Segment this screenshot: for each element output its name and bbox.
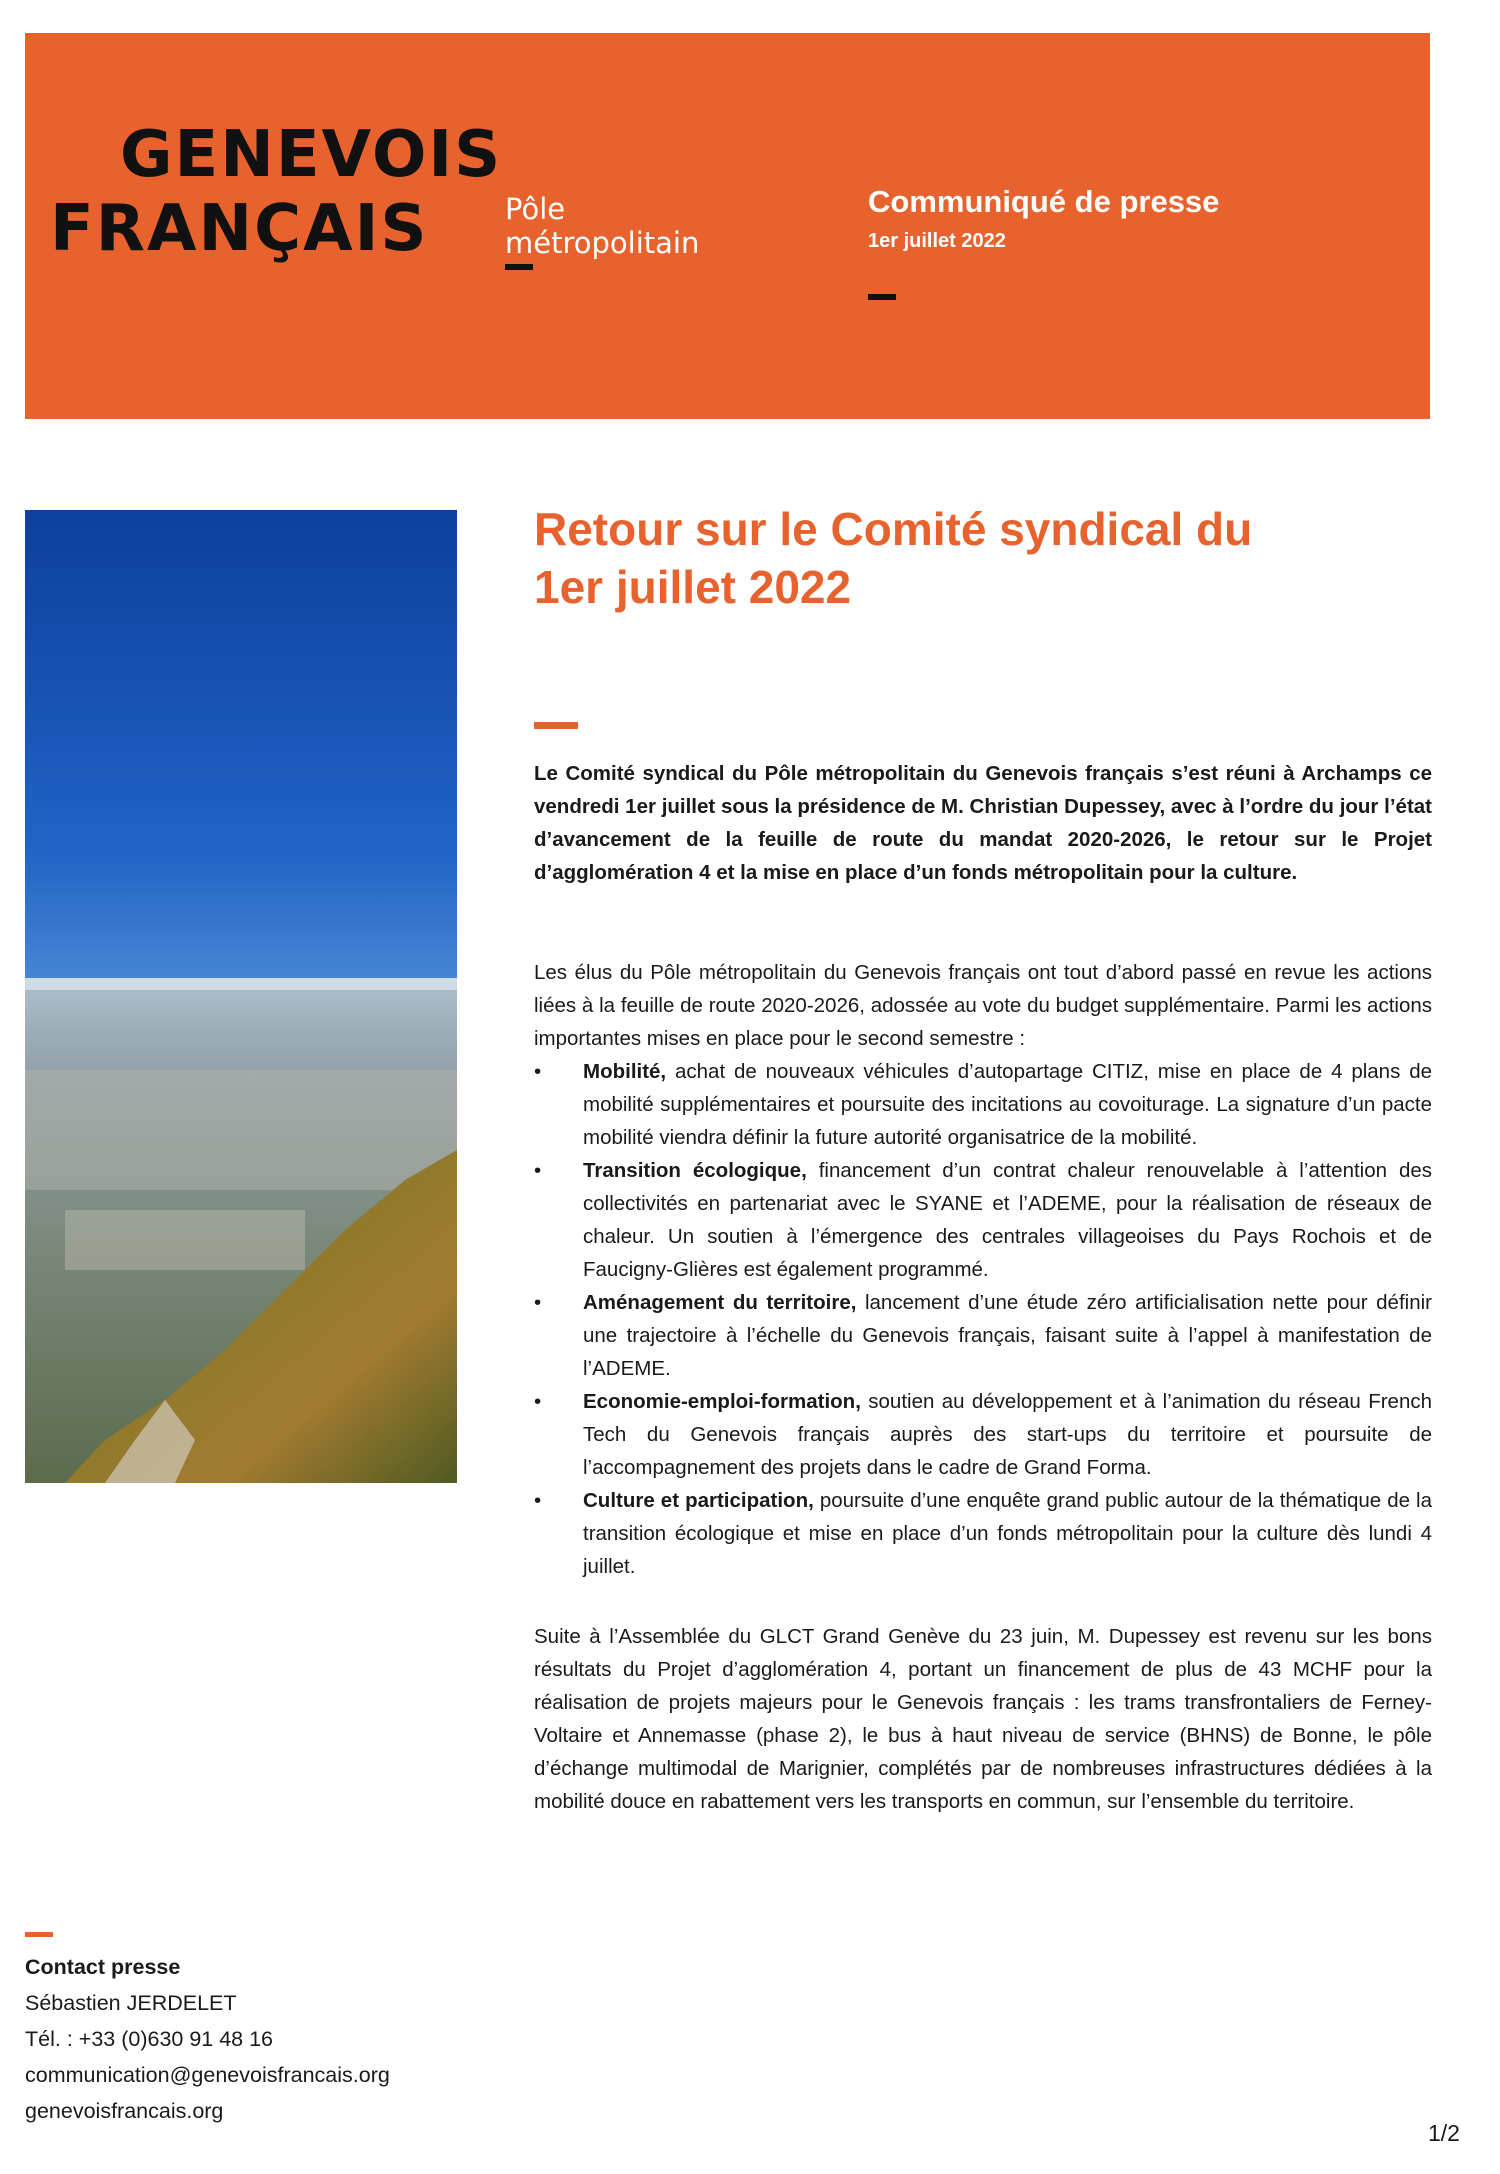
- logo-subtitle: [505, 192, 699, 260]
- list-item: [534, 1286, 1432, 1385]
- bullet-marker: •: [534, 1060, 542, 1083]
- contact-email[interactable]: communication@genevoisfrancais.org: [25, 2063, 390, 2087]
- list-item-label: Transition écologique,: [583, 1159, 807, 1182]
- list-item-label: Economie-emploi-formation,: [583, 1390, 861, 1413]
- article-title: [534, 500, 1434, 616]
- list-item-text: poursuite d’une enquête grand public autour de la thématique de la transition écologique et mise en place d’un fonds métropolitain pour la culture dès lundi 4 juillet.: [583, 1489, 1433, 1578]
- intro-paragraph: Les élus du Pôle métropolitain du Genevois français ont tout d’abord passé en revue les actions liées à la feuille de route 2020-2026, adossée au vote du budget supplémentaire. Parmi les actions importantes mises en place pour le second semestre :: [534, 961, 1432, 1050]
- contact-website[interactable]: genevoisfrancais.org: [25, 2099, 224, 2123]
- logo-line-1: GENEVOIS: [120, 118, 503, 192]
- action-list: [534, 1055, 1432, 1583]
- article-body: [534, 956, 1432, 1583]
- bullet-marker: •: [534, 1291, 542, 1314]
- bullet-marker: •: [534, 1159, 542, 1182]
- list-item-label: Aménagement du territoire,: [583, 1291, 857, 1314]
- logo-dash: [505, 264, 533, 270]
- logo-subtitle-line-2: métropolitain: [505, 226, 700, 260]
- press-date: 1er juillet 2022: [868, 230, 1006, 252]
- bullet-marker: •: [534, 1390, 542, 1413]
- list-item-text: achat de nouveaux véhicules d’autopartage CITIZ, mise en place de 4 plans de mobilité supplémentaires et poursuite des incitations au covoiturage. La signature d’un pacte mobilité viendra définir la future autorité organisatrice de la mobilité.: [583, 1060, 1432, 1149]
- bullet-marker: •: [534, 1489, 542, 1512]
- contact-dash: [25, 1932, 53, 1937]
- title-dash: [534, 722, 578, 729]
- landscape-photo: [25, 510, 457, 1483]
- press-contact: [25, 1949, 390, 2129]
- list-item-text: financement d’un contrat chaleur renouvelable à l’attention des collectivités en partenariat avec le SYANE et l’ADEME, pour la réalisation de réseaux de chaleur. Un soutien à l’émergence des centrales villageoises du Pays Rochois et de Faucigny-Glières est également programmé.: [583, 1159, 1433, 1281]
- list-item-text: soutien au développement et à l’animation du réseau French Tech du Genevois français auprès des start-ups du territoire et poursuite de l’accompagnement des projets dans le cadre de Grand Forma.: [583, 1390, 1432, 1479]
- list-item: [534, 1484, 1432, 1583]
- press-title: Communiqué de presse: [868, 184, 1220, 219]
- list-item: [534, 1154, 1432, 1286]
- press-info: [868, 184, 1219, 253]
- contact-title: Contact presse: [25, 1955, 181, 1979]
- paragraph-two: Suite à l’Assemblée du GLCT Grand Genève du 23 juin, M. Dupessey est revenu sur les bons résultats du Projet d’agglomération 4, portant un financement de plus de 43 MCHF pour la réalisation de projets majeurs pour le Genevois français : les trams transfrontaliers de Ferney-Voltaire et Annemasse (phase 2), le bus à haut niveau de service (BHNS) de Bonne, le pôle d’échange multimodal de Marignier, complétés par de nombreuses infrastructures dédiées à la mobilité douce en rabattement vers les transports en commun, sur l’ensemble du territoire.: [534, 1625, 1432, 1813]
- list-item: [534, 1055, 1432, 1154]
- contact-phone: Tél. : +33 (0)630 91 48 16: [25, 2027, 274, 2051]
- list-item: [534, 1385, 1432, 1484]
- list-item-label: Mobilité,: [583, 1060, 667, 1083]
- page-number: 1/2: [1428, 2120, 1460, 2146]
- list-item-label: Culture et participation,: [583, 1489, 814, 1512]
- press-dash: [868, 294, 896, 300]
- contact-name: Sébastien JERDELET: [25, 1991, 237, 2015]
- title-line-1: Retour sur le Comité syndical du: [534, 503, 1253, 555]
- lead-paragraph: Le Comité syndical du Pôle métropolitain du Genevois français s’est réuni à Archamps ce vendredi 1er juillet sous la présidence de M. Christian Dupessey, avec à l’ordre du jour l’état d’avancement de la feuille de route du mandat 2020-2026, le retour sur le Projet d’agglomération 4 et la mise en place d’un fonds métropolitain pour la culture.: [534, 762, 1432, 884]
- logo-subtitle-line-1: Pôle: [505, 192, 566, 226]
- logo-line-2: FRANÇAIS: [50, 192, 429, 266]
- title-line-2: 1er juillet 2022: [534, 561, 852, 613]
- list-item-text: lancement d’une étude zéro artificialisation nette pour définir une trajectoire à l’échelle du Genevois français, faisant suite à l’appel à manifestation de l’ADEME.: [583, 1291, 1432, 1380]
